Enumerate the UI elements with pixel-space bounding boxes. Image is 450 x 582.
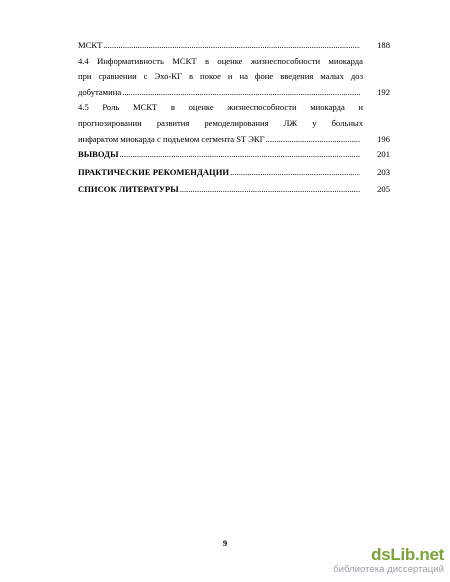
toc-entry-title-line: 4.5 Роль МСКТ в оценке жизнеспособности миокарда и <box>78 102 363 113</box>
toc-entry <box>78 100 390 147</box>
watermark-logo: dsLib.net <box>371 545 444 564</box>
page-number: 9 <box>222 538 228 548</box>
toc-entry <box>78 147 390 163</box>
toc-leader <box>122 85 360 101</box>
toc-leader <box>180 182 360 198</box>
watermark-subtitle: библиотека диссертаций <box>333 564 444 575</box>
toc-page-number: 201 <box>377 149 390 160</box>
toc-entry <box>78 182 390 198</box>
toc-entry-title-line: прогнозировании развития ремоделирования ЛЖ у больных <box>78 117 363 128</box>
toc-entry-title-line: 4.4 Информативность МСКТ в оценке жизнеспособности миокарда <box>78 55 363 66</box>
toc-page-number: 192 <box>377 86 390 97</box>
toc-entry-title: СПИСОК ЛИТЕРАТУРЫ <box>78 184 179 195</box>
toc-page-number: 203 <box>377 166 390 177</box>
watermark <box>324 546 444 575</box>
toc-leader <box>120 147 360 163</box>
toc-page-number: 205 <box>377 184 390 195</box>
toc-page-number: 196 <box>377 133 390 144</box>
toc-page-number: 188 <box>377 40 390 50</box>
toc-entry-title: ВЫВОДЫ <box>78 149 119 160</box>
toc-entry-title: МСКТ <box>78 40 103 50</box>
toc-entry <box>78 38 390 54</box>
toc-entry <box>78 165 390 181</box>
toc-entry-title-line: при сравнении с Эхо-КГ в покое и на фоне введения малых доз <box>78 71 363 82</box>
toc-entry-title-line: добутамина <box>78 86 122 97</box>
toc-entry <box>78 54 390 101</box>
table-of-contents <box>78 38 390 198</box>
toc-entry-title-line: инфарктом миокарда с подъемом сегмента ST ЭКГ <box>78 133 265 144</box>
toc-leader <box>266 132 360 148</box>
toc-leader <box>103 38 360 54</box>
toc-leader <box>230 165 360 181</box>
toc-entry-title: ПРАКТИЧЕСКИЕ РЕКОМЕНДАЦИИ <box>78 166 230 177</box>
